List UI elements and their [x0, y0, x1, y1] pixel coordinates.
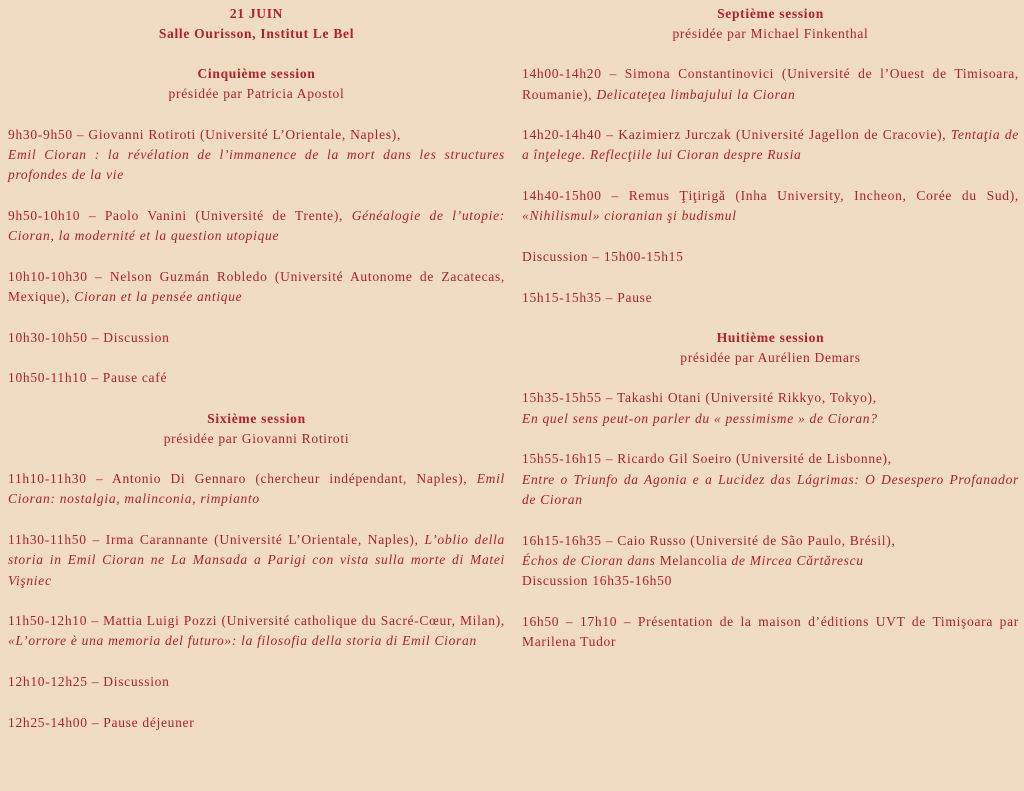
session-chair: présidée par Aurélien Demars	[680, 350, 861, 366]
talk-entry: 11h10-11h30 – Antonio Di Gennaro (chercheur indépendant, Naples), Emil Cioran: nostalgia, malinconia, rimpianto	[8, 471, 505, 507]
talk-entry: 11h50-12h10 – Mattia Luigi Pozzi (Université catholique du Sacré-Cœur, Milan), «L’orrore è una memoria del futuro»: la filosofia della storia di Emil Cioran	[8, 613, 505, 649]
talk-entry: 9h30-9h50 – Giovanni Rotiroti (Université L’Orientale, Naples), Emil Cioran : la révélation de l’immanence de la mort dans les structures profondes de la vie	[8, 126, 505, 183]
closing-entry: 16h50 – 17h10 – Présentation de la maison d’éditions UVT de Timişoara par Marilena Tudor	[522, 613, 1019, 650]
talk-entry: 14h20-14h40 – Kazimierz Jurczak (Université Jagellon de Cracovie), Tentaţia de a înţelege. Reflecţiile lui Cioran despre Rusia	[522, 127, 1019, 163]
session-title: Huitième session	[716, 330, 825, 346]
session-title: Septième session	[717, 6, 824, 21]
talk-entry: 14h40-15h00 – Remus Ţiţirigă (Inha University, Incheon, Corée du Sud), «Nihilismul» cioranian şi budismul	[522, 188, 1019, 224]
pause-line: 12h25-14h00 – Pause déjeuner	[8, 714, 195, 730]
left-column	[8, 4, 505, 733]
date-heading: 21 JUIN	[229, 6, 284, 21]
talk-title: Cioran et la pensée antique	[74, 288, 243, 304]
talk-entry: 15h35-15h55 – Takashi Otani (Université Rikkyo, Tokyo), En quel sens peut-on parler du « pessimisme » de Cioran?	[522, 390, 878, 426]
talk-entry: 9h50-10h10 – Paolo Vanini (Université de Trente), Généalogie de l’utopie: Cioran, la modernité et la question utopique	[8, 207, 505, 244]
talk-title: Entre o Triunfo da Agonia e a Lucidez das Lágrimas: O Desespero Profanador de Cioran	[522, 471, 1019, 507]
talk-title: Emil Cioran : la révélation de l’immanence de la mort dans les structures profondes de la vie	[8, 146, 505, 183]
talk-entry: 16h15-16h35 – Caio Russo (Université de São Paulo, Brésil), Échos de Cioran dans Melancolia de Mircea Cărtărescu Discussion 16h35-16h50	[522, 532, 896, 589]
session-title: Sixième session	[207, 410, 306, 426]
session-chair: présidée par Michael Finkenthal	[672, 26, 869, 41]
session-chair: présidée par Giovanni Rotiroti	[163, 430, 350, 446]
discussion-line: 12h10-12h25 – Discussion	[8, 674, 170, 690]
talk-entry: 10h10-10h30 – Nelson Guzmán Robledo (Université Autonome de Zacatecas, Mexique), Cioran et la pensée antique	[8, 268, 505, 304]
talk-title: Tentaţia de a înţelege. Reflecţiile lui Cioran despre Rusia	[522, 127, 1019, 163]
talk-title: En quel sens peut-on parler du « pessimisme » de Cioran?	[522, 410, 878, 426]
venue-heading: Salle Ourisson, Institut Le Bel	[158, 26, 355, 41]
talk-title: Généalogie de l’utopie: Cioran, la modernité et la question utopique	[8, 207, 505, 244]
talk-title: L’oblio della storia in Emil Cioran ne La Mansada a Parigi con vista sulla morte di Matei Vişniec	[8, 531, 505, 588]
talk-title: Delicateţea limbajului la Cioran	[596, 86, 796, 102]
session-chair: présidée par Patricia Apostol	[168, 86, 345, 102]
pause-line: 15h15-15h35 – Pause	[522, 289, 653, 305]
talk-title: «L’orrore è una memoria del futuro»: la filosofia della storia di Emil Cioran	[8, 633, 477, 649]
right-column	[522, 4, 1019, 652]
talk-entry: 11h30-11h50 – Irma Carannante (Université L’Orientale, Naples), L’oblio della storia in Emil Cioran ne La Mansada a Parigi con vista sulla morte di Matei Vişniec	[8, 531, 505, 588]
talk-entry: 14h00-14h20 – Simona Constantinovici (Université de l’Ouest de Timisoara, Roumanie), Delicateţea limbajului la Cioran	[522, 66, 1019, 102]
discussion-line: Discussion – 15h00-15h15	[522, 248, 684, 264]
talk-title: Échos de Cioran dans	[522, 552, 660, 568]
talk-title: de Mircea Cărtărescu	[727, 552, 864, 568]
talk-title-upright: Melancolia	[659, 552, 728, 568]
talk-title: «Nihilismul» cioranian şi budismul	[522, 208, 737, 224]
session-title: Cinquième session	[197, 66, 316, 82]
talk-title: Emil Cioran: nostalgia, malinconia, rimpianto	[8, 471, 505, 507]
discussion-line: 10h30-10h50 – Discussion	[8, 329, 170, 345]
pause-line: 10h50-11h10 – Pause café	[8, 370, 168, 386]
discussion-line: Discussion 16h35-16h50	[522, 573, 673, 589]
talk-entry: 15h55-16h15 – Ricardo Gil Soeiro (Université de Lisbonne), Entre o Triunfo da Agonia e a Lucidez das Lágrimas: O Desespero Profanador de Cioran	[522, 451, 1019, 507]
